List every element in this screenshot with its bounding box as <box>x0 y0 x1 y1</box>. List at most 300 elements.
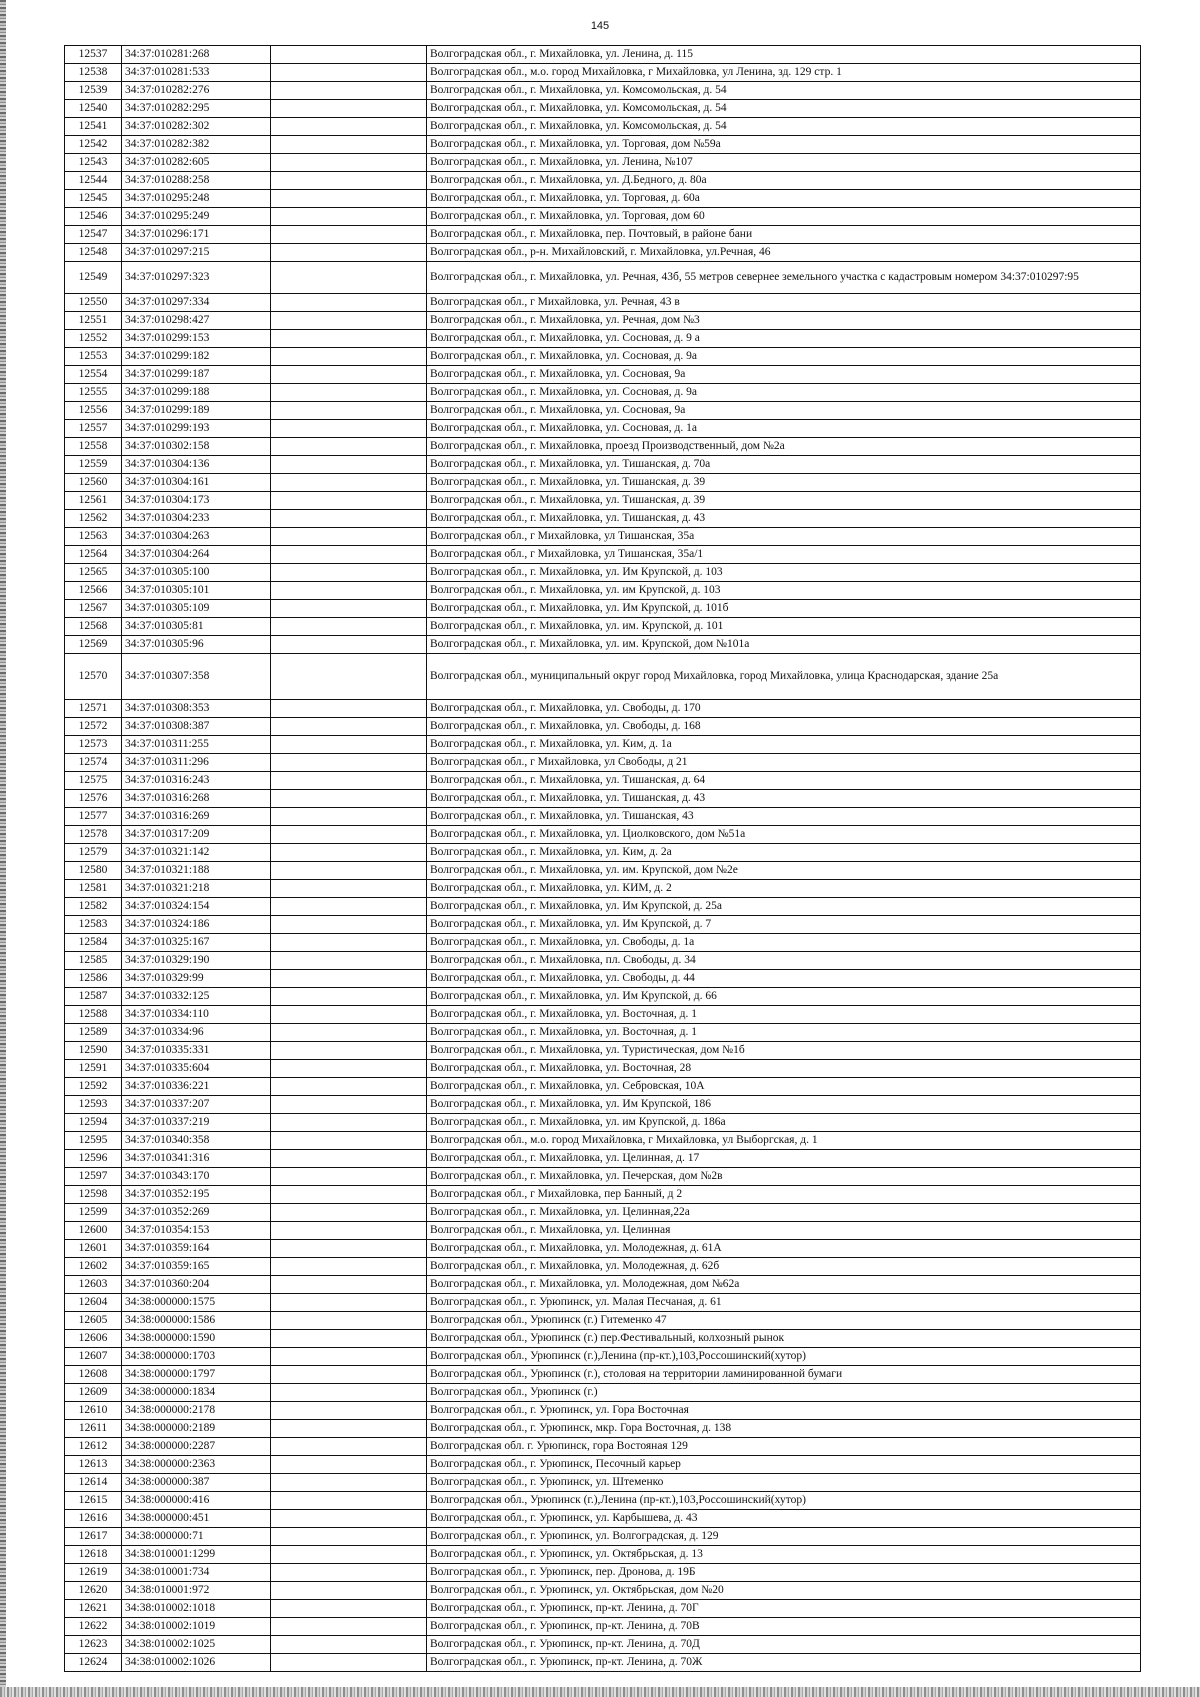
cadastral-number: 34:37:010297:215 <box>122 244 271 262</box>
table-row <box>65 1582 1141 1600</box>
cadastral-number: 34:37:010340:358 <box>122 1132 271 1150</box>
row-number: 12567 <box>65 600 122 618</box>
table-row <box>65 754 1141 772</box>
empty-cell <box>271 1294 427 1312</box>
address: Волгоградская обл., г. Михайловка, ул. Тишанская, д. 39 <box>427 474 1141 492</box>
row-number: 12545 <box>65 190 122 208</box>
row-number: 12549 <box>65 262 122 294</box>
row-number: 12608 <box>65 1366 122 1384</box>
cadastral-number: 34:37:010299:188 <box>122 384 271 402</box>
cadastral-number: 34:37:010336:221 <box>122 1078 271 1096</box>
cadastral-number: 34:37:010324:186 <box>122 916 271 934</box>
registry-body <box>65 46 1141 1672</box>
row-number: 12610 <box>65 1402 122 1420</box>
table-row <box>65 1420 1141 1438</box>
row-number: 12624 <box>65 1654 122 1672</box>
row-number: 12547 <box>65 226 122 244</box>
cadastral-number: 34:37:010360:204 <box>122 1276 271 1294</box>
address: Волгоградская обл., г. Урюпинск, пр-кт. Ленина, д. 70Ж <box>427 1654 1141 1672</box>
table-row <box>65 618 1141 636</box>
table-row <box>65 226 1141 244</box>
table-row <box>65 456 1141 474</box>
empty-cell <box>271 880 427 898</box>
row-number: 12616 <box>65 1510 122 1528</box>
address: Волгоградская обл., г. Михайловка, ул. им Крупской, д. 103 <box>427 582 1141 600</box>
address: Волгоградская обл., г. Михайловка, ул. Торговая, д. 60а <box>427 190 1141 208</box>
address: Волгоградская обл., г. Михайловка, ул. Им Крупской, д. 101б <box>427 600 1141 618</box>
row-number: 12604 <box>65 1294 122 1312</box>
table-row <box>65 600 1141 618</box>
row-number: 12582 <box>65 898 122 916</box>
table-row <box>65 1600 1141 1618</box>
row-number: 12560 <box>65 474 122 492</box>
address: Волгоградская обл., г. Михайловка, ул. Молодежная, д. 61А <box>427 1240 1141 1258</box>
cadastral-number: 34:37:010305:81 <box>122 618 271 636</box>
table-row <box>65 862 1141 880</box>
table-row <box>65 934 1141 952</box>
cadastral-number: 34:37:010352:269 <box>122 1204 271 1222</box>
empty-cell <box>271 420 427 438</box>
table-row <box>65 1024 1141 1042</box>
cadastral-number: 34:37:010305:100 <box>122 564 271 582</box>
empty-cell <box>271 952 427 970</box>
table-row <box>65 1060 1141 1078</box>
address: Волгоградская обл., г. Михайловка, ул. Свободы, д. 170 <box>427 700 1141 718</box>
page-number: 145 <box>590 20 610 32</box>
row-number: 12623 <box>65 1636 122 1654</box>
cadastral-number: 34:38:010002:1019 <box>122 1618 271 1636</box>
cadastral-number: 34:37:010304:136 <box>122 456 271 474</box>
address: Волгоградская обл., г. Урюпинск, ул. Октябрьская, дом №20 <box>427 1582 1141 1600</box>
row-number: 12562 <box>65 510 122 528</box>
empty-cell <box>271 402 427 420</box>
table-row <box>65 190 1141 208</box>
empty-cell <box>271 474 427 492</box>
row-number: 12595 <box>65 1132 122 1150</box>
empty-cell <box>271 312 427 330</box>
row-number: 12597 <box>65 1168 122 1186</box>
empty-cell <box>271 1096 427 1114</box>
row-number: 12609 <box>65 1384 122 1402</box>
empty-cell <box>271 1312 427 1330</box>
empty-cell <box>271 1618 427 1636</box>
empty-cell <box>271 1564 427 1582</box>
address: Волгоградская обл., г. Михайловка, ул. Им Крупской, д. 66 <box>427 988 1141 1006</box>
property-registry-table <box>64 45 1141 1672</box>
table-row <box>65 1348 1141 1366</box>
row-number: 12602 <box>65 1258 122 1276</box>
scan-bottom-edge <box>0 1687 1200 1697</box>
empty-cell <box>271 916 427 934</box>
table-row <box>65 64 1141 82</box>
address: Волгоградская обл., г. Урюпинск, ул. Октябрьская, д. 13 <box>427 1546 1141 1564</box>
cadastral-number: 34:38:000000:387 <box>122 1474 271 1492</box>
cadastral-number: 34:37:010321:188 <box>122 862 271 880</box>
table-row <box>65 46 1141 64</box>
row-number: 12564 <box>65 546 122 564</box>
empty-cell <box>271 808 427 826</box>
row-number: 12620 <box>65 1582 122 1600</box>
cadastral-number: 34:37:010321:142 <box>122 844 271 862</box>
empty-cell <box>271 1186 427 1204</box>
address: Волгоградская обл., г. Михайловка, ул. Комсомольская, д. 54 <box>427 100 1141 118</box>
row-number: 12558 <box>65 438 122 456</box>
table-row <box>65 1438 1141 1456</box>
row-number: 12548 <box>65 244 122 262</box>
address: Волгоградская обл., г. Михайловка, ул. Им Крупской, д. 25а <box>427 898 1141 916</box>
row-number: 12561 <box>65 492 122 510</box>
row-number: 12622 <box>65 1618 122 1636</box>
cadastral-number: 34:38:000000:2363 <box>122 1456 271 1474</box>
row-number: 12578 <box>65 826 122 844</box>
cadastral-number: 34:38:010002:1025 <box>122 1636 271 1654</box>
row-number: 12601 <box>65 1240 122 1258</box>
row-number: 12613 <box>65 1456 122 1474</box>
empty-cell <box>271 1348 427 1366</box>
empty-cell <box>271 510 427 528</box>
table-row <box>65 262 1141 294</box>
cadastral-number: 34:38:000000:1575 <box>122 1294 271 1312</box>
address: Волгоградская обл., г Михайловка, ул Тишанская, 35а <box>427 528 1141 546</box>
cadastral-number: 34:37:010305:109 <box>122 600 271 618</box>
address: Волгоградская обл., г. Михайловка, ул. Восточная, д. 1 <box>427 1024 1141 1042</box>
row-number: 12605 <box>65 1312 122 1330</box>
address: Волгоградская обл., г. Михайловка, ул. Целинная <box>427 1222 1141 1240</box>
table-row <box>65 1402 1141 1420</box>
address: Волгоградская обл., Урюпинск (г.),Ленина (пр-кт.),103,Россошинский(хутор) <box>427 1348 1141 1366</box>
address: Волгоградская обл., г. Михайловка, ул. Целинная, д. 17 <box>427 1150 1141 1168</box>
address: Волгоградская обл., г. Михайловка, ул. Молодежная, дом №62а <box>427 1276 1141 1294</box>
empty-cell <box>271 1276 427 1294</box>
row-number: 12599 <box>65 1204 122 1222</box>
table-row <box>65 826 1141 844</box>
cadastral-number: 34:37:010281:268 <box>122 46 271 64</box>
cadastral-number: 34:37:010282:276 <box>122 82 271 100</box>
table-row <box>65 1456 1141 1474</box>
address: Волгоградская обл., р-н. Михайловский, г. Михайловка, ул.Речная, 46 <box>427 244 1141 262</box>
address: Волгоградская обл., г. Михайловка, ул. Тишанская, д. 64 <box>427 772 1141 790</box>
cadastral-number: 34:38:010002:1026 <box>122 1654 271 1672</box>
address: Волгоградская обл., г. Михайловка, ул. Свободы, д. 44 <box>427 970 1141 988</box>
table-row <box>65 1636 1141 1654</box>
cadastral-number: 34:37:010304:263 <box>122 528 271 546</box>
address: Волгоградская обл., г. Михайловка, ул. Ким, д. 2а <box>427 844 1141 862</box>
table-row <box>65 492 1141 510</box>
table-row <box>65 172 1141 190</box>
table-row <box>65 366 1141 384</box>
empty-cell <box>271 172 427 190</box>
empty-cell <box>271 1456 427 1474</box>
cadastral-number: 34:37:010337:207 <box>122 1096 271 1114</box>
cadastral-number: 34:37:010282:302 <box>122 118 271 136</box>
scan-left-edge <box>0 0 6 1697</box>
row-number: 12550 <box>65 294 122 312</box>
row-number: 12559 <box>65 456 122 474</box>
empty-cell <box>271 64 427 82</box>
address: Волгоградская обл., г. Михайловка, ул. Д.Бедного, д. 80а <box>427 172 1141 190</box>
row-number: 12581 <box>65 880 122 898</box>
row-number: 12592 <box>65 1078 122 1096</box>
address: Волгоградская обл., г. Михайловка, ул. Сосновая, д. 1а <box>427 420 1141 438</box>
address: Волгоградская обл., г. Михайловка, ул. Им Крупской, д. 103 <box>427 564 1141 582</box>
empty-cell <box>271 1258 427 1276</box>
table-row <box>65 1474 1141 1492</box>
address: Волгоградская обл., г. Михайловка, пл. Свободы, д. 34 <box>427 952 1141 970</box>
address: Волгоградская обл., Урюпинск (г.), столовая на территории ламинированной бумаги <box>427 1366 1141 1384</box>
empty-cell <box>271 988 427 1006</box>
empty-cell <box>271 1060 427 1078</box>
address: Волгоградская обл., г. Михайловка, ул. Тишанская, д. 70а <box>427 456 1141 474</box>
row-number: 12569 <box>65 636 122 654</box>
empty-cell <box>271 456 427 474</box>
address: Волгоградская обл., г. Михайловка, ул. Тишанская, д. 43 <box>427 510 1141 528</box>
row-number: 12583 <box>65 916 122 934</box>
empty-cell <box>271 118 427 136</box>
cadastral-number: 34:37:010304:161 <box>122 474 271 492</box>
row-number: 12541 <box>65 118 122 136</box>
empty-cell <box>271 934 427 952</box>
table-row <box>65 988 1141 1006</box>
empty-cell <box>271 366 427 384</box>
table-row <box>65 510 1141 528</box>
table-row <box>65 1204 1141 1222</box>
row-number: 12554 <box>65 366 122 384</box>
table-row <box>65 790 1141 808</box>
empty-cell <box>271 1330 427 1348</box>
cadastral-number: 34:37:010304:173 <box>122 492 271 510</box>
table-row <box>65 1618 1141 1636</box>
row-number: 12553 <box>65 348 122 366</box>
address: Волгоградская обл., г. Урюпинск, ул. Штеменко <box>427 1474 1141 1492</box>
empty-cell <box>271 190 427 208</box>
table-row <box>65 100 1141 118</box>
row-number: 12598 <box>65 1186 122 1204</box>
row-number: 12546 <box>65 208 122 226</box>
table-row <box>65 384 1141 402</box>
address: Волгоградская обл., г. Урюпинск, мкр. Гора Восточная, д. 138 <box>427 1420 1141 1438</box>
address: Волгоградская обл., г. Михайловка, ул. Комсомольская, д. 54 <box>427 118 1141 136</box>
row-number: 12611 <box>65 1420 122 1438</box>
row-number: 12539 <box>65 82 122 100</box>
empty-cell <box>271 226 427 244</box>
empty-cell <box>271 384 427 402</box>
address: Волгоградская обл., г. Михайловка, пер. Почтовый, в районе бани <box>427 226 1141 244</box>
address: Волгоградская обл., г Михайловка, ул Свободы, д 21 <box>427 754 1141 772</box>
empty-cell <box>271 1492 427 1510</box>
address: Волгоградская обл., г. Михайловка, ул. Торговая, дом 60 <box>427 208 1141 226</box>
cadastral-number: 34:37:010307:358 <box>122 654 271 700</box>
table-row <box>65 1384 1141 1402</box>
cadastral-number: 34:38:000000:1590 <box>122 1330 271 1348</box>
address: Волгоградская обл., муниципальный округ город Михайловка, город Михайловка, улица Краснодарская, здание 25а <box>427 654 1141 700</box>
empty-cell <box>271 82 427 100</box>
cadastral-number: 34:37:010305:96 <box>122 636 271 654</box>
empty-cell <box>271 1528 427 1546</box>
table-row <box>65 1132 1141 1150</box>
table-row <box>65 1168 1141 1186</box>
table-row <box>65 1510 1141 1528</box>
cadastral-number: 34:37:010282:295 <box>122 100 271 118</box>
cadastral-number: 34:38:010001:1299 <box>122 1546 271 1564</box>
table-row <box>65 244 1141 262</box>
row-number: 12574 <box>65 754 122 772</box>
table-row <box>65 1564 1141 1582</box>
address: Волгоградская обл., г. Михайловка, ул. Ленина, д. 115 <box>427 46 1141 64</box>
row-number: 12606 <box>65 1330 122 1348</box>
row-number: 12544 <box>65 172 122 190</box>
address: Волгоградская обл., г. Урюпинск, Песочный карьер <box>427 1456 1141 1474</box>
table-row <box>65 808 1141 826</box>
table-row <box>65 1096 1141 1114</box>
empty-cell <box>271 46 427 64</box>
row-number: 12587 <box>65 988 122 1006</box>
table-row <box>65 654 1141 700</box>
cadastral-number: 34:38:000000:451 <box>122 1510 271 1528</box>
address: Волгоградская обл., г. Михайловка, ул. им Крупской, д. 186а <box>427 1114 1141 1132</box>
empty-cell <box>271 1222 427 1240</box>
row-number: 12540 <box>65 100 122 118</box>
address: Волгоградская обл., Урюпинск (г.) пер.Фестивальный, колхозный рынок <box>427 1330 1141 1348</box>
cadastral-number: 34:37:010299:187 <box>122 366 271 384</box>
empty-cell <box>271 1420 427 1438</box>
empty-cell <box>271 1654 427 1672</box>
empty-cell <box>271 564 427 582</box>
cadastral-number: 34:38:000000:1703 <box>122 1348 271 1366</box>
table-row <box>65 1492 1141 1510</box>
cadastral-number: 34:37:010359:165 <box>122 1258 271 1276</box>
empty-cell <box>271 1042 427 1060</box>
empty-cell <box>271 262 427 294</box>
empty-cell <box>271 244 427 262</box>
cadastral-number: 34:37:010297:334 <box>122 294 271 312</box>
address: Волгоградская обл., Урюпинск (г.) Гитеменко 47 <box>427 1312 1141 1330</box>
table-row <box>65 208 1141 226</box>
cadastral-number: 34:38:000000:71 <box>122 1528 271 1546</box>
row-number: 12621 <box>65 1600 122 1618</box>
address: Волгоградская обл., г. Михайловка, ул. Свободы, д. 168 <box>427 718 1141 736</box>
row-number: 12538 <box>65 64 122 82</box>
row-number: 12593 <box>65 1096 122 1114</box>
table-row <box>65 438 1141 456</box>
cadastral-number: 34:37:010316:269 <box>122 808 271 826</box>
address: Волгоградская обл., Урюпинск (г.),Ленина (пр-кт.),103,Россошинский(хутор) <box>427 1492 1141 1510</box>
row-number: 12566 <box>65 582 122 600</box>
address: Волгоградская обл., г. Михайловка, ул. Тишанская, д. 39 <box>427 492 1141 510</box>
cadastral-number: 34:37:010308:353 <box>122 700 271 718</box>
row-number: 12600 <box>65 1222 122 1240</box>
address: Волгоградская обл., г. Михайловка, ул. им. Крупской, д. 101 <box>427 618 1141 636</box>
cadastral-number: 34:37:010302:158 <box>122 438 271 456</box>
table-row <box>65 348 1141 366</box>
empty-cell <box>271 1168 427 1186</box>
address: Волгоградская обл., г Михайловка, ул Тишанская, 35а/1 <box>427 546 1141 564</box>
row-number: 12615 <box>65 1492 122 1510</box>
table-row <box>65 136 1141 154</box>
empty-cell <box>271 654 427 700</box>
cadastral-number: 34:37:010334:110 <box>122 1006 271 1024</box>
table-row <box>65 1330 1141 1348</box>
table-row <box>65 1186 1141 1204</box>
table-row <box>65 1150 1141 1168</box>
table-row <box>65 1042 1141 1060</box>
table-row <box>65 736 1141 754</box>
table-row <box>65 772 1141 790</box>
row-number: 12586 <box>65 970 122 988</box>
cadastral-number: 34:37:010354:153 <box>122 1222 271 1240</box>
empty-cell <box>271 790 427 808</box>
row-number: 12577 <box>65 808 122 826</box>
empty-cell <box>271 1384 427 1402</box>
cadastral-number: 34:37:010282:382 <box>122 136 271 154</box>
table-row <box>65 1312 1141 1330</box>
empty-cell <box>271 100 427 118</box>
cadastral-number: 34:37:010305:101 <box>122 582 271 600</box>
cadastral-number: 34:37:010299:182 <box>122 348 271 366</box>
address: Волгоградская обл., Урюпинск (г.) <box>427 1384 1141 1402</box>
cadastral-number: 34:37:010325:167 <box>122 934 271 952</box>
table-row <box>65 1258 1141 1276</box>
table-row <box>65 1006 1141 1024</box>
row-number: 12551 <box>65 312 122 330</box>
cadastral-number: 34:37:010332:125 <box>122 988 271 1006</box>
cadastral-number: 34:37:010335:331 <box>122 1042 271 1060</box>
cadastral-number: 34:37:010298:427 <box>122 312 271 330</box>
row-number: 12607 <box>65 1348 122 1366</box>
empty-cell <box>271 438 427 456</box>
empty-cell <box>271 1204 427 1222</box>
row-number: 12576 <box>65 790 122 808</box>
empty-cell <box>271 1078 427 1096</box>
row-number: 12617 <box>65 1528 122 1546</box>
empty-cell <box>271 1114 427 1132</box>
address: Волгоградская обл., г. Михайловка, ул. Тишанская, 43 <box>427 808 1141 826</box>
address: Волгоградская обл., г. Михайловка, ул. Восточная, 28 <box>427 1060 1141 1078</box>
cadastral-number: 34:37:010299:193 <box>122 420 271 438</box>
row-number: 12588 <box>65 1006 122 1024</box>
row-number: 12543 <box>65 154 122 172</box>
cadastral-number: 34:38:010002:1018 <box>122 1600 271 1618</box>
cadastral-number: 34:37:010324:154 <box>122 898 271 916</box>
empty-cell <box>271 1006 427 1024</box>
table-row <box>65 700 1141 718</box>
cadastral-number: 34:37:010359:164 <box>122 1240 271 1258</box>
row-number: 12589 <box>65 1024 122 1042</box>
row-number: 12570 <box>65 654 122 700</box>
empty-cell <box>271 636 427 654</box>
address: Волгоградская обл., г. Михайловка, ул. Молодежная, д. 62б <box>427 1258 1141 1276</box>
row-number: 12594 <box>65 1114 122 1132</box>
cadastral-number: 34:37:010334:96 <box>122 1024 271 1042</box>
table-row <box>65 118 1141 136</box>
empty-cell <box>271 772 427 790</box>
empty-cell <box>271 1240 427 1258</box>
address: Волгоградская обл., г. Урюпинск, пр-кт. Ленина, д. 70В <box>427 1618 1141 1636</box>
cadastral-number: 34:37:010329:190 <box>122 952 271 970</box>
address: Волгоградская обл., г. Михайловка, ул. КИМ, д. 2 <box>427 880 1141 898</box>
empty-cell <box>271 618 427 636</box>
cadastral-number: 34:38:000000:2287 <box>122 1438 271 1456</box>
row-number: 12568 <box>65 618 122 636</box>
row-number: 12579 <box>65 844 122 862</box>
table-row <box>65 474 1141 492</box>
empty-cell <box>271 1150 427 1168</box>
empty-cell <box>271 1510 427 1528</box>
empty-cell <box>271 136 427 154</box>
row-number: 12603 <box>65 1276 122 1294</box>
empty-cell <box>271 718 427 736</box>
address: Волгоградская обл., г. Михайловка, ул. Торговая, дом №59а <box>427 136 1141 154</box>
table-row <box>65 1222 1141 1240</box>
